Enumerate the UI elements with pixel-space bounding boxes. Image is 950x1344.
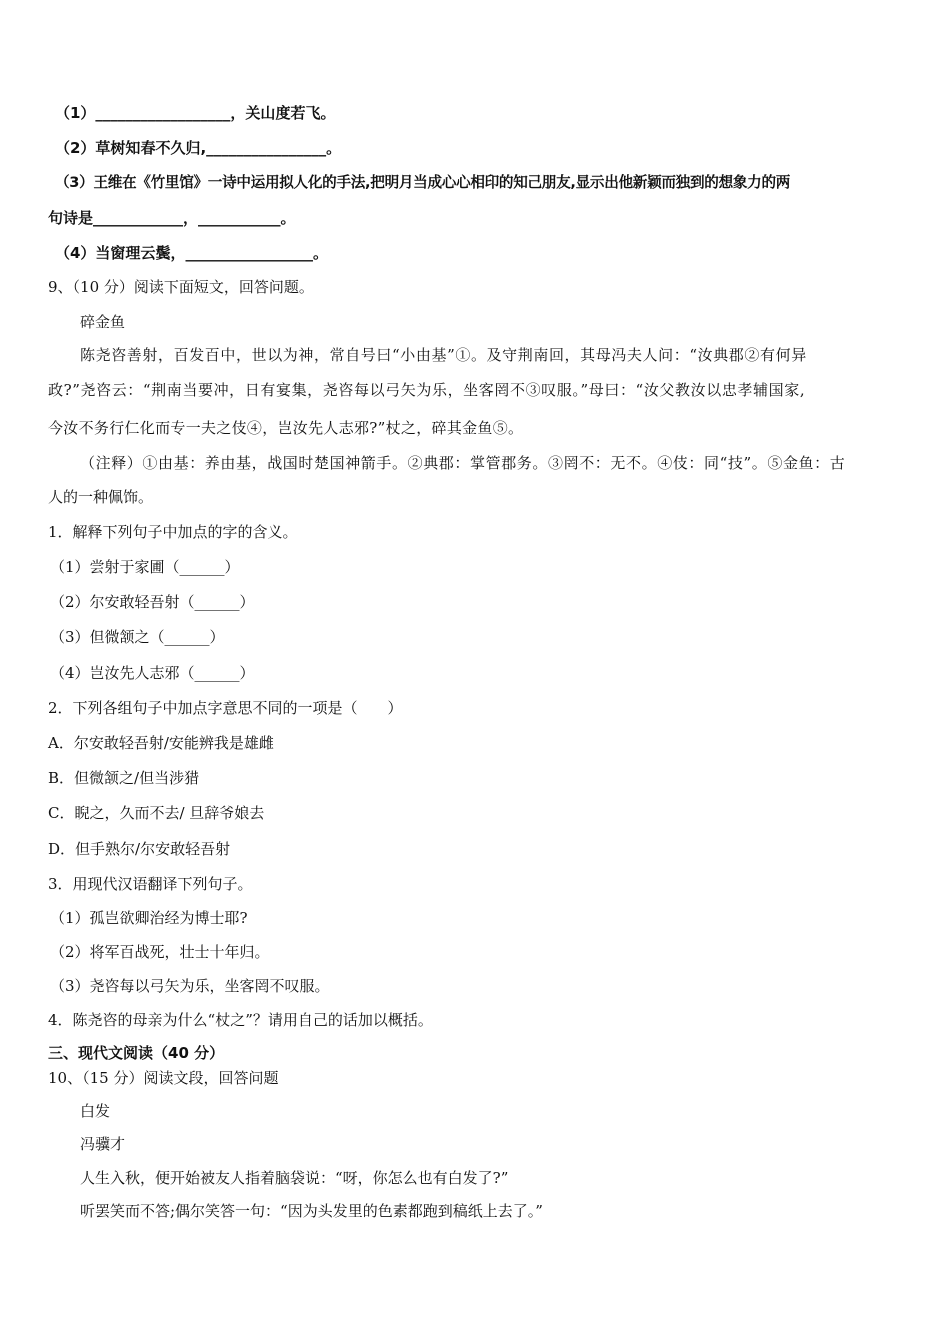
section-heading: 三、现代文阅读（40 分） xyxy=(48,1044,225,1062)
annotation-line-1: （注释）①由基：养由基，战国时楚国神箭手。②典郡：掌管郡务。③罔不：无不。④伎：同“技”。⑤金鱼：古 xyxy=(80,454,846,472)
fill-blank-1: （1）__________________，关山度若飞。 xyxy=(55,104,336,122)
question-10-heading: 10、（15 分）阅读文段，回答问题 xyxy=(48,1069,279,1087)
option-a: A．尔安敢轻吾射/安能辨我是雄雌 xyxy=(48,734,274,752)
sub-question-3-item-1: （1）孤岂欲卿治经为博士耶? xyxy=(50,909,248,927)
passage-line-3: 今汝不务行仁化而专一夫之伎④，岂汝先人志邪?”杖之，碎其金鱼⑤。 xyxy=(48,419,524,437)
passage-title: 碎金鱼 xyxy=(80,313,126,331)
option-c: C．睨之，久而不去/ 旦辞爷娘去 xyxy=(48,804,265,822)
sub-question-3-item-3: （3）尧咨每以弓矢为乐，坐客罔不叹服。 xyxy=(50,977,330,995)
option-d: D．但手熟尔/尔安敢轻吾射 xyxy=(48,840,231,858)
fill-blank-3-line2: 句诗是____________，___________。 xyxy=(48,209,296,227)
annotation-line-2: 人的一种佩饰。 xyxy=(48,488,154,506)
fill-blank-4: （4）当窗理云鬓，_________________。 xyxy=(55,244,328,262)
essay-line-1: 人生入秋，便开始被友人指着脑袋说：“呀，你怎么也有白发了?” xyxy=(80,1169,509,1187)
passage-line-1: 陈尧咨善射，百发百中，世以为神，常自号曰“小由基”①。及守荆南回，其母冯夫人问：“汝典郡②有何异 xyxy=(80,346,807,364)
essay-line-2: 听罢笑而不答;偶尔笑答一句：“因为头发里的色素都跑到稿纸上去了。” xyxy=(80,1202,543,1220)
sub-question-4: 4．陈尧咨的母亲为什么“杖之”？请用自己的话加以概括。 xyxy=(48,1011,433,1029)
sub-question-3-item-2: （2）将军百战死，壮士十年归。 xyxy=(50,943,270,961)
sub-question-1-item-4: （4）岂汝先人志邪（______） xyxy=(50,664,255,682)
sub-question-1-item-3: （3）但微颔之（______） xyxy=(50,628,225,646)
fill-blank-2: （2）草树知春不久归,________________。 xyxy=(55,139,342,157)
essay-author: 冯骥才 xyxy=(80,1135,126,1153)
passage-line-2: 政?”尧咨云：“荆南当要冲，日有宴集，尧咨每以弓矢为乐，坐客罔不③叹服。”母曰：“汝父教汝以忠孝辅国家, xyxy=(48,381,806,399)
option-b: B．但微颔之/但当涉猎 xyxy=(48,769,200,787)
sub-question-1-item-1: （1）尝射于家圃（______） xyxy=(50,558,240,576)
question-9-heading: 9、（10 分）阅读下面短文，回答问题。 xyxy=(48,278,314,296)
sub-question-2: 2．下列各组句子中加点字意思不同的一项是（ ） xyxy=(48,699,403,717)
fill-blank-3-line1: （3）王维在《竹里馆》一诗中运用拟人化的手法,把明月当成心心相印的知己朋友,显示出他新颖而独到的想象力的两 xyxy=(55,174,791,191)
sub-question-1-item-2: （2）尔安敢轻吾射（______） xyxy=(50,593,255,611)
sub-question-3: 3．用现代汉语翻译下列句子。 xyxy=(48,875,253,893)
essay-title: 白发 xyxy=(80,1102,111,1120)
sub-question-1: 1．解释下列句子中加点的字的含义。 xyxy=(48,523,298,541)
